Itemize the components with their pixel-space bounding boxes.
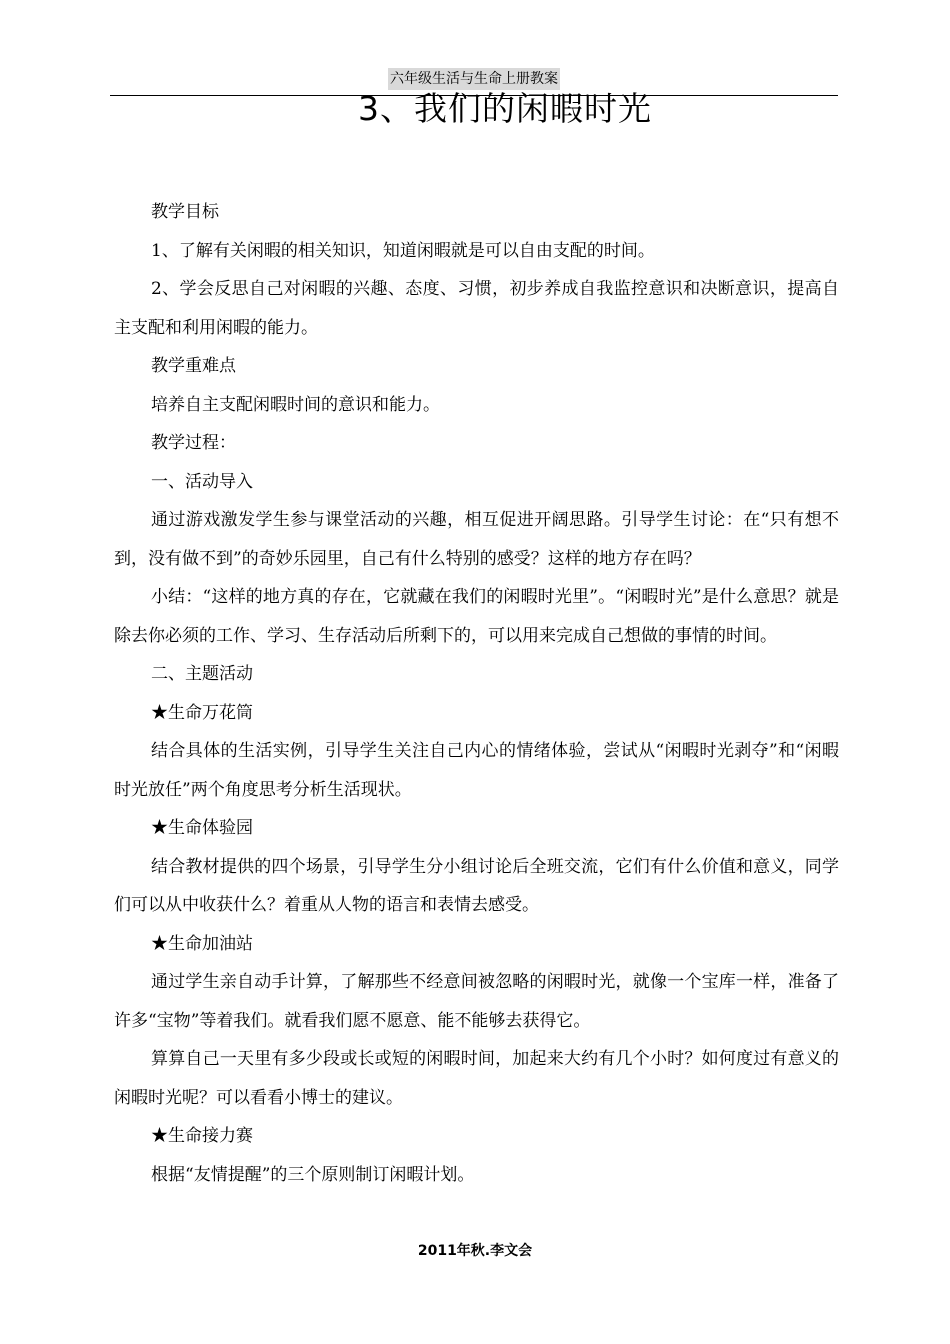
section-heading-key-points: 教学重难点 [151, 356, 236, 376]
section-heading-process: 教学过程： [151, 433, 236, 453]
key-point-text: 培养自主支配闲暇时间的意识和能力。 [151, 394, 440, 415]
paragraph: 通过学生亲自动手计算，了解那些不经意间被忽略的闲暇时光，就像一个宝库一样，准备了许多“宝物”等着我们。就看我们愿不愿意、能不能够去获得它。 [114, 972, 839, 1031]
paragraph: 结合教材提供的四个场景，引导学生分小组讨论后全班交流，它们有什么价值和意义，同学们可以从中收获什么？着重从人物的语言和表情去感受。 [114, 856, 839, 915]
paragraph: 通过游戏激发学生参与课堂活动的兴趣，相互促进开阔思路。引导学生讨论：在“只有想不到，没有做不到”的奇妙乐园里，自己有什么特别的感受？这样的地方存在吗？ [114, 510, 839, 569]
document-body [114, 193, 839, 1194]
paragraph: 根据“友情提醒”的三个原则制订闲暇计划。 [151, 1164, 475, 1185]
running-header: 六年级生活与生命上册教案 [388, 68, 560, 90]
step-heading-main-activity: 二、主题活动 [151, 664, 253, 684]
activity-heading: ★生命万花筒 [151, 702, 253, 723]
paragraph: 小结：“这样的地方真的存在，它就藏在我们的闲暇时光里”。“闲暇时光”是什么意思？就是除去你必须的工作、学习、生存活动后所剩下的，可以用来完成自己想做的事情的时间。 [114, 587, 839, 646]
activity-heading: ★生命接力赛 [151, 1126, 253, 1146]
step-heading-intro: 一、活动导入 [151, 471, 253, 492]
activity-heading: ★生命加油站 [151, 933, 253, 954]
paragraph: 算算自己一天里有多少段或长或短的闲暇时间，加起来大约有几个小时？如何度过有意义的闲暇时光呢？可以看看小博士的建议。 [114, 1049, 839, 1108]
objective-2: 2、学会反思自己对闲暇的兴趣、态度、习惯，初步养成自我监控意识和决断意识，提高自主支配和利用闲暇的能力。 [114, 279, 839, 338]
page-footer: 2011年秋.李文会 [417, 1243, 533, 1259]
activity-heading: ★生命体验园 [151, 818, 253, 838]
objective-1: 1、了解有关闲暇的相关知识，知道闲暇就是可以自由支配的时间。 [151, 240, 655, 261]
section-heading-objectives: 教学目标 [151, 202, 219, 222]
document-title: 3、我们的闲暇时光 [358, 89, 652, 128]
paragraph: 结合具体的生活实例，引导学生关注自己内心的情绪体验，尝试从“闲暇时光剥夺”和“闲暇时光放任”两个角度思考分析生活现状。 [114, 741, 839, 800]
